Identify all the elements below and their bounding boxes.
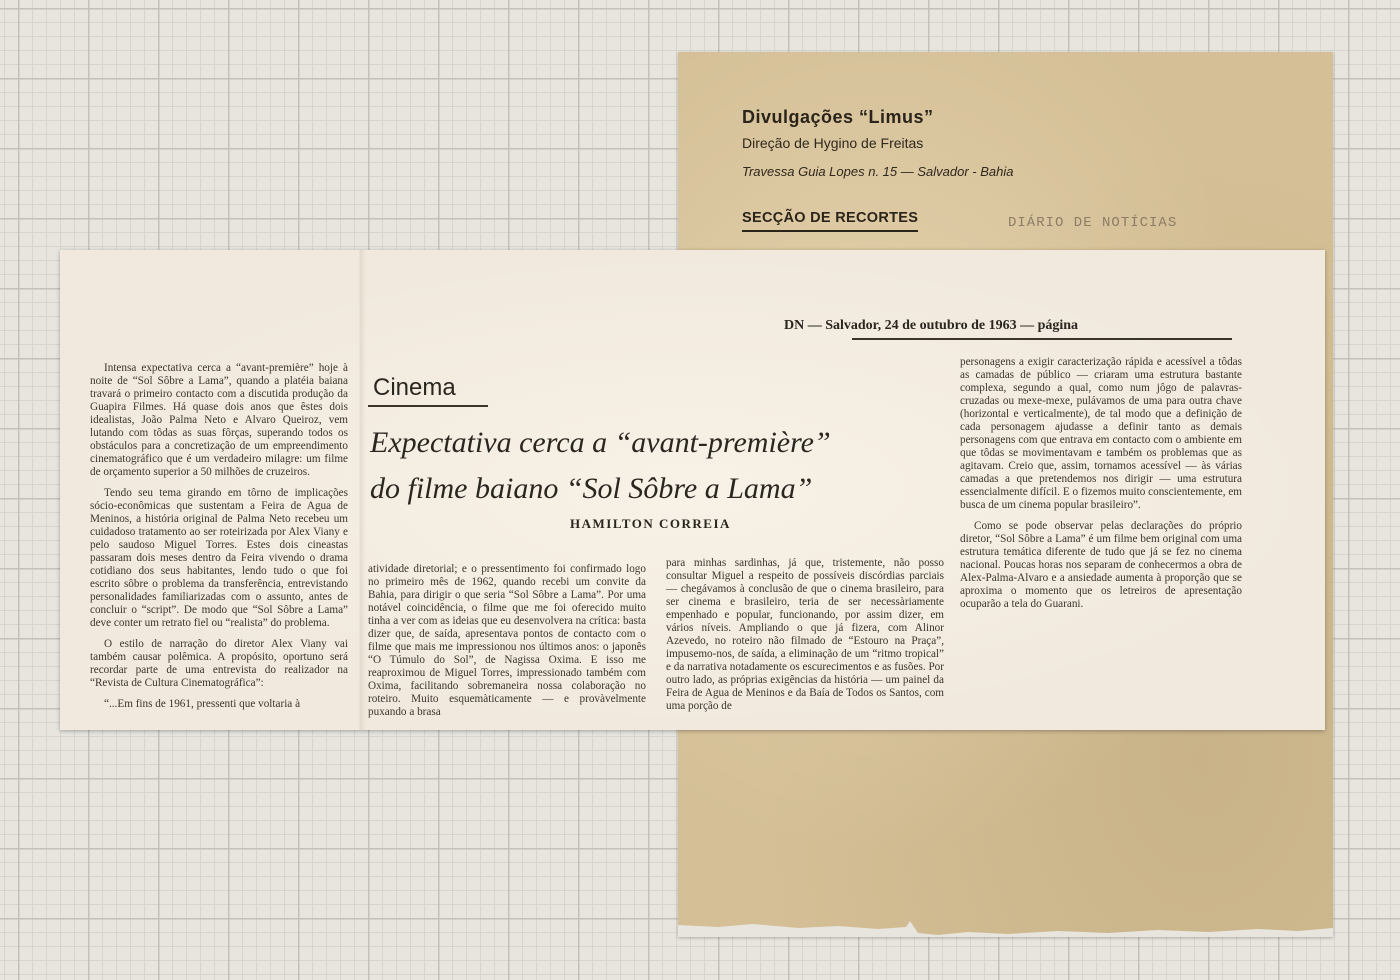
section-rule [368,405,488,407]
agency-title: Divulgações “Limus” [742,107,934,127]
headline-line-1: Expectativa cerca a “avant-première” [370,426,831,459]
article-column-3 [666,557,944,725]
agency-director: Direção de Hygino de Freitas [742,135,924,151]
paragraph: Como se pode observar pelas declarações do próprio diretor, “Sol Sôbre a Lama” é um filme bem original com uma estrutura temática diferente de tudo que já se fez no cinema nacional. Poucas horas nos separam de conhecermos a obra de Alex-Palma-Alvaro e a ansiedade aumenta à proporção que se aproxima o momento que os letreiros de apresentação ocuparão a tela do Guarani. [960,520,1242,610]
headline-line-2: do filme baiano “Sol Sôbre a Lama” [370,472,813,505]
newspaper-stamp: DIÁRIO DE NOTÍCIAS [1008,215,1178,231]
paragraph: O estilo de narração do diretor Alex Viany vai também causar polêmica. A propósito, oportuno será recordar parte de uma entrevista do realizador na “Revista de Cultura Cinematográfica”: [90,638,348,689]
torn-edge [678,897,1333,937]
paragraph: personagens a exigir caracterização rápida e acessível a tôdas as camadas de público — criaram uma estrutura bastante complexa, segundo a qual, como num jôgo de palavras-cruzadas ou mexe-mexe, pulávamos de uma para outra chave (horizontal e verticalmente), de tal modo que a definição de cada personagem ajudasse a definir tanto as demais personagens com que entrava em contacto com o ambiente em que tôdas se movimentavam e também os problemas que as agitavam. Creio que, assim, tornamos acessível — às várias camadas a que pretendemos nos dirigir — uma estrutura essencialmente difícil. E o fizemos muito conscientemente, em busca de um cinema popular brasileiro”. [960,356,1242,511]
paragraph: Tendo seu tema girando em tôrno de implicações sócio-econômicas que sustentam a Feira de Agua de Meninos, a história original de Palma Neto recebeu um cuidadoso tratamento ao ser roteirizada por Alex Viany e pelo saudoso Miguel Torres. Estes dois cineastas passaram dois meses dentro da Feira vivendo o drama cotidiano dos seus habitantes, lendo tudo o que foi escrito sôbre o problema da transferência, entrevistando personalidades familiarizadas com o assunto, antes de concluir o “script”. De modo que “Sol Sôbre a Lama” deve conter um retrato fiel ou “realista” do problema. [90,487,348,629]
headline [370,420,930,512]
agency-address: Travessa Guia Lopes n. 15 — Salvador - Bahia [742,164,1014,179]
article-column-4 [960,356,1242,721]
dateline-rule [852,338,1232,340]
section-label: Cinema [373,374,456,401]
article-column-1 [90,362,348,724]
article-column-2 [368,563,646,725]
paragraph: atividade diretorial; e o pressentimento foi confirmado logo no primeiro mês de 1962, quando recebi um convite da Bahia, para dirigir o que seria “Sol Sôbre a Lama”. Por uma notável coincidência, o filme que me foi oferecido muito tinha a ver com as ideias que eu desenvolvera na crítica: basta dizer que, de saída, apresentava pontos de contacto com o filme que mais me impressionou nos últimos anos: o japonês “O Túmulo do Sol”, de Nagissa Oxima. E isso me reaproximou de Miguel Torres, impressionado também com Oxima, facilitando sobremaneira nossa colaboração no roteiro. Muito esquemàticamente — e provàvelmente puxando a brasa [368,563,646,718]
section-heading: SECÇÃO DE RECORTES [742,210,918,232]
paragraph: Intensa expectativa cerca a “avant-première” hoje à noite de “Sol Sôbre a Lama”, quando a platéia baiana travará o primeiro contacto com a discutida produção da Guapira Filmes. Há quase dois anos que êstes dois idealistas, João Palma Neto e Alvaro Queiroz, vem lutando com tôdas as suas fôrças, superando todos os obstáculos para a concretização de um empreendimento cinematográfico que é um verdadeiro milagre: um filme de orçamento superior a 50 milhões de cruzeiros. [90,362,348,478]
dateline: DN — Salvador, 24 de outubro de 1963 — página [784,318,1079,333]
paragraph: para minhas sardinhas, já que, tristemente, não posso consultar Miguel a respeito de possíveis discórdias parciais — chegávamos à conclusão de que o cinema brasileiro, para ser cinema e brasileiro, teria de ser necessàriamente empenhado e popular, funcionando, por assim dizer, em vários níveis. Ampliando o que já fizera, com Alinor Azevedo, no roteiro não filmado de “Estouro na Praça”, impusemo-nos, de saída, a eliminação de um “ritmo tropical” e da narrativa notadamente os escurecimentos e as fusões. Por outro lado, as próprias exigências da história — um painel da Feira de Agua de Meninos e da Baía de Todos os Santos, com uma porção de [666,557,944,712]
paragraph: “...Em fins de 1961, pressenti que voltaria à [104,698,301,710]
byline: HAMILTON CORREIA [570,516,731,531]
